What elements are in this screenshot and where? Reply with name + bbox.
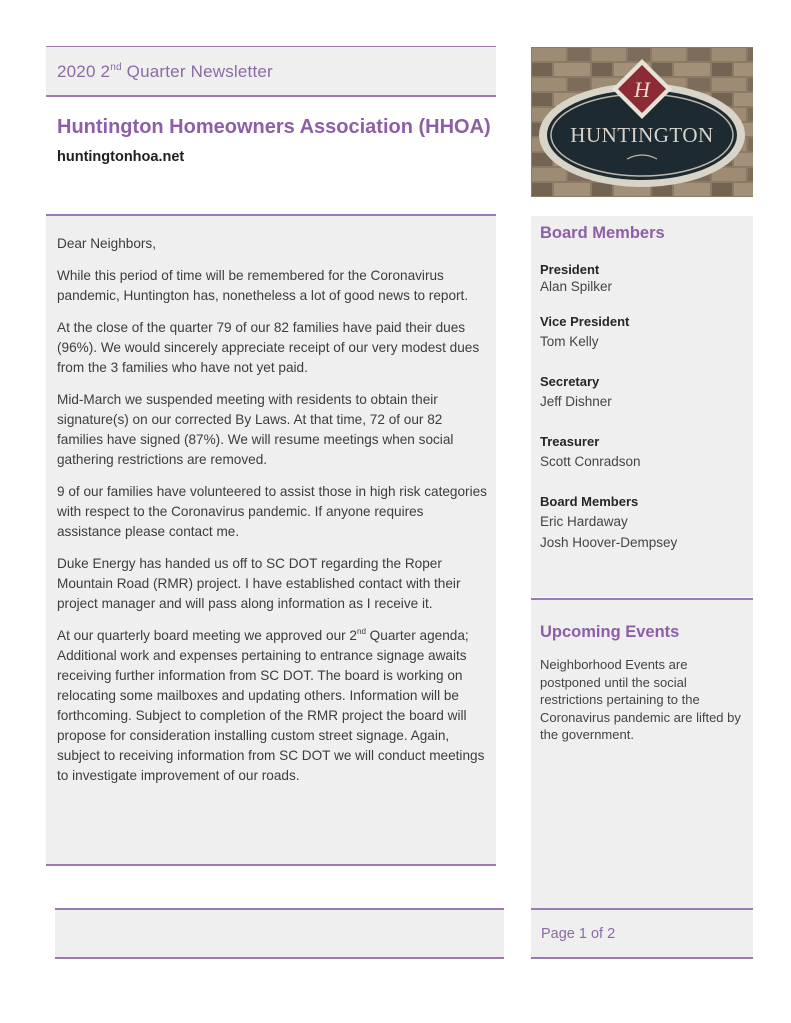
events-panel xyxy=(531,600,753,908)
president-role: President xyxy=(540,262,600,277)
secretary-name: Jeff Dishner xyxy=(540,394,612,409)
letter-paragraph: Duke Energy has handed us off to SC DOT regarding the Roper Mountain Road (RMR) project. I have established contact with their project manager and will pass along information as I receive it. xyxy=(57,556,461,611)
secretary-role: Secretary xyxy=(540,374,600,389)
sign-monogram: H xyxy=(634,77,650,102)
board-heading: Board Members xyxy=(540,224,665,242)
events-heading: Upcoming Events xyxy=(540,623,680,641)
letter-paragraph: 9 of our families have volunteered to assist those in high risk categories with respect to the Coronavirus pandemic. If anyone requires assistance please contact me. xyxy=(57,484,487,539)
huntington-sign-photo xyxy=(531,47,753,197)
footer-band xyxy=(55,910,504,957)
vice-president-role: Vice President xyxy=(540,314,630,329)
letter-paragraph: Mid-March we suspended meeting with residents to obtain their signature(s) on our corrected By Laws. At that time, 72 of our 82 families have signed (87%). We will resume meetings when social gathering restrictions are removed. xyxy=(57,392,454,467)
treasurer-name: Scott Conradson xyxy=(540,454,641,469)
letter-paragraph-last: At our quarterly board meeting we approved our 2nd Quarter agenda; Additional work and expenses pertaining to entrance signage awaits receiving further information from SC DOT. The board is working on relocating some mailboxes and updating others. Information will be forthcoming. Subject to completion of the RMR project the board will propose for consideration installing custom street signage. Again, subject to receiving information from SC DOT we will conduct meetings to investigate improvement of our roads. xyxy=(57,627,485,783)
vice-president-name: Tom Kelly xyxy=(540,334,599,349)
website-url: huntingtonhoa.net xyxy=(57,149,185,165)
letter-rule-bottom xyxy=(46,864,496,866)
letter-body xyxy=(57,234,489,798)
events-text: Neighborhood Events are postponed until the social restrictions pertaining to the Coronavirus pandemic are lifted by the government. xyxy=(540,657,741,743)
footer-rule-bottom xyxy=(55,957,504,959)
header-rule-bottom xyxy=(46,95,496,97)
president-name: Alan Spilker xyxy=(540,279,613,294)
quarter-label: 2020 2nd Quarter Newsletter xyxy=(57,62,273,81)
page-number: Page 1 of 2 xyxy=(541,926,616,942)
association-title: Huntington Homeowners Association (HHOA) xyxy=(57,116,491,138)
board-member-name: Eric Hardaway xyxy=(540,514,628,529)
letter-greeting: Dear Neighbors, xyxy=(57,236,156,251)
letter-paragraph: While this period of time will be remembered for the Coronavirus pandemic, Huntington has, nonetheless a lot of good news to report. xyxy=(57,268,469,303)
sign-word: HUNTINGTON xyxy=(570,123,714,147)
board-member-name: Josh Hoover-Dempsey xyxy=(540,535,678,550)
letter-paragraph: At the close of the quarter 79 of our 82 families have paid their dues (96%). We would sincerely appreciate receipt of our very modest dues from the 3 families who have not yet paid. xyxy=(57,320,480,375)
treasurer-role: Treasurer xyxy=(540,434,600,449)
page-rule-bottom xyxy=(531,957,753,959)
board-members-role: Board Members xyxy=(540,494,639,509)
